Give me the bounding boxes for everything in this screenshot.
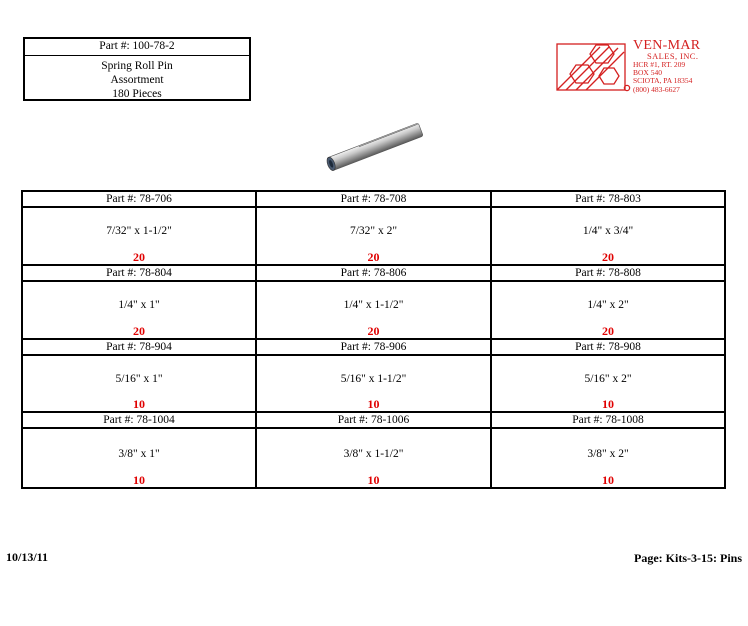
part-number: Part #: 78-908: [492, 340, 724, 356]
part-size: 5/16" x 1": [115, 372, 163, 385]
bolt-nut-logo-icon: [556, 41, 632, 95]
part-number: Part #: 78-806: [257, 266, 490, 282]
part-cell: [257, 266, 492, 340]
part-cell: [23, 192, 257, 266]
part-cell: [492, 266, 724, 340]
kit-part-number: Part #: 100-78-2: [25, 39, 249, 56]
part-quantity: 10: [602, 473, 614, 487]
spring-roll-pin-image: [320, 118, 430, 176]
part-quantity: 20: [367, 323, 380, 338]
footer-page-label: Page: Kits-3-15: Pins: [634, 551, 742, 565]
part-number: Part #: 78-904: [23, 340, 255, 356]
part-cell: [257, 192, 492, 266]
logo-phone: (800) 483-6627: [633, 84, 680, 94]
kit-header-box: [23, 37, 251, 101]
part-number: Part #: 78-808: [492, 266, 724, 282]
part-number: Part #: 78-804: [23, 266, 255, 282]
parts-grid: [21, 190, 726, 489]
part-cell: [257, 413, 492, 487]
part-size: 1/4" x 1-1/2": [343, 299, 404, 312]
footer-date: 10/13/11: [6, 550, 49, 564]
part-number: Part #: 78-1008: [492, 413, 724, 429]
part-cell: [492, 192, 724, 266]
kit-description-line: Spring Roll Pin: [101, 60, 173, 72]
part-number: Part #: 78-706: [23, 192, 255, 208]
part-number: Part #: 78-708: [257, 192, 490, 208]
part-size: 1/4" x 2": [587, 299, 629, 312]
part-size: 7/32" x 2": [349, 225, 398, 238]
part-quantity: 20: [133, 249, 145, 264]
part-quantity: 10: [133, 473, 145, 487]
part-quantity: 10: [367, 397, 380, 412]
logo-address-line: HCR #1, RT. 209: [633, 60, 686, 69]
part-quantity: 20: [133, 323, 145, 338]
part-number: Part #: 78-1006: [257, 413, 490, 429]
kit-description: [25, 56, 249, 101]
part-cell: [23, 266, 257, 340]
part-quantity: 20: [367, 249, 380, 264]
part-quantity: 20: [602, 249, 614, 264]
logo-company-name: VEN-MAR: [633, 38, 701, 53]
kit-description-line: Assortment: [110, 74, 164, 86]
logo-address-line: SCIOTA, PA 18354: [633, 76, 693, 86]
part-quantity: 10: [602, 397, 614, 412]
part-quantity: 10: [133, 397, 145, 412]
part-size: 3/8" x 1": [118, 447, 160, 460]
part-quantity: 10: [367, 473, 380, 487]
logo-text: [633, 39, 700, 94]
company-logo: [556, 38, 746, 95]
logo-company-subname: SALES, INC.: [647, 51, 699, 61]
part-cell: [23, 413, 257, 487]
part-number: Part #: 78-803: [492, 192, 724, 208]
part-size: 7/32" x 1-1/2": [106, 225, 172, 238]
part-size: 3/8" x 2": [587, 447, 629, 460]
part-cell: [23, 340, 257, 414]
part-size: 3/8" x 1-1/2": [343, 447, 404, 460]
part-number: Part #: 78-1004: [23, 413, 255, 429]
part-cell: [492, 413, 724, 487]
logo-address-line: BOX 540: [633, 68, 662, 78]
part-size: 5/16" x 2": [584, 372, 632, 385]
part-cell: [257, 340, 492, 414]
part-size: 5/16" x 1-1/2": [340, 372, 407, 385]
part-quantity: 20: [602, 323, 614, 338]
part-cell: [492, 340, 724, 414]
part-size: 1/4" x 3/4": [582, 225, 634, 238]
part-number: Part #: 78-906: [257, 340, 490, 356]
part-size: 1/4" x 1": [118, 299, 160, 312]
kit-description-line: 180 Pieces: [112, 88, 162, 100]
